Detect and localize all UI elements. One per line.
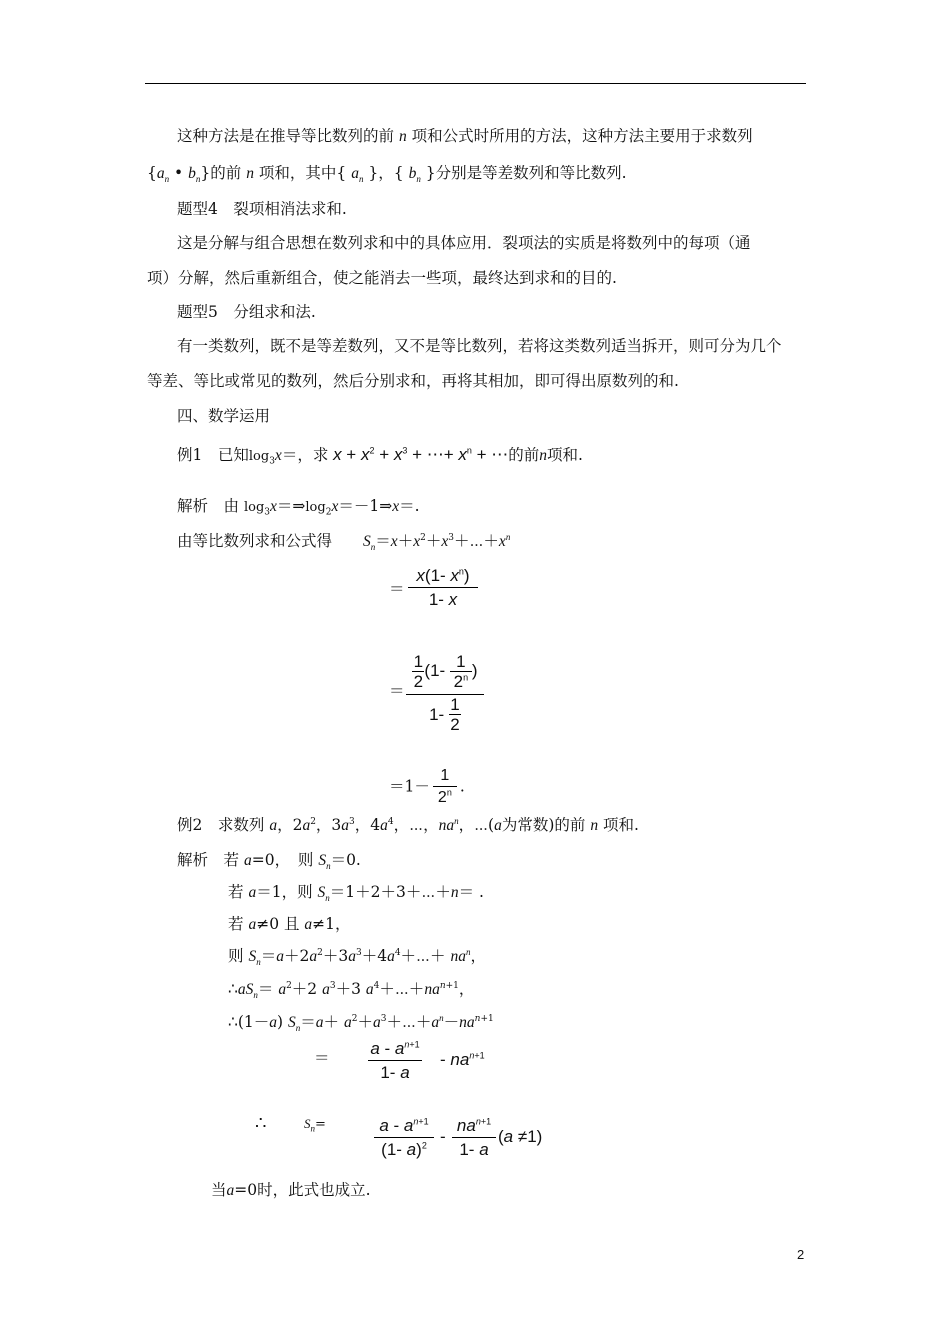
fraction-final-2: $na^{n+1}$ 1- a	[452, 1115, 496, 1162]
minus-term: - $na^{n+1}$	[440, 1050, 485, 1069]
fraction-step-1: x(1- $x^n$) 1- x	[408, 565, 478, 612]
paragraph-method: 这种方法是在推导等比数列的前 n 项和公式时所用的方法，这种方法主要用于求数列	[177, 127, 753, 145]
header-rule	[145, 83, 806, 84]
minus-sign: -	[440, 1127, 446, 1146]
fraction-step-2: 1 2(1- 1 2$^n$ ) 1- 1 2	[406, 648, 484, 735]
solution-2-case-1: 若 a＝1，则 $S_n=1+2+3+\cdots+n=$ .	[228, 883, 484, 904]
solution-2-sum: 则 $S_n=a+2a^2+3a^3+4a^4+\cdots+ na^n$，	[228, 946, 486, 968]
heading-type-4: 题型4 裂项相消法求和.	[177, 200, 347, 218]
therefore-symbol: ∴	[255, 1113, 267, 1134]
fraction-step-3: a - $a^{n+1}$ 1- a	[368, 1038, 422, 1085]
solution-2-case-0: 解析 若 a=0， 则 $S_n=0$.	[177, 851, 361, 872]
paragraph-group-cont: 等差、等比或常见的数列，然后分别求和，再将其相加，即可得出原数列的和.	[147, 372, 679, 390]
solution-1-formula: 由等比数列求和公式得 $S_n=x+x^2+x^3+\cdots+x^n$	[177, 531, 511, 553]
equals-sign: ＝	[389, 682, 405, 700]
section-heading: 四、数学运用	[177, 407, 271, 425]
paragraph-method-cont: {$a_n$ • $b_n$}的前 n 项和，其中{ $a_n$ }，{ $b_n$ }分别是等差数列和等比数列.	[147, 164, 627, 185]
solution-2-asum: $\therefore aS_n= a^2+2$ $a^3+3$ $a^4+\cdots+na^{n+1}$，	[228, 980, 475, 1001]
equals-sign: ＝	[389, 580, 405, 598]
paragraph-group: 有一类数列，既不是等差数列，又不是等比数列，若将这类数列适当拆开，则可分为几个	[177, 337, 782, 355]
sn-label: $S_n=$	[304, 1116, 326, 1134]
solution-2-case-other: 若 a≠0 且 a≠1，	[228, 915, 351, 933]
series-expression: $x + x^2 + x^3$ + ⋯+ $x^n$ + ⋯	[333, 445, 509, 464]
paragraph-split-cont: 项）分解，然后重新组合，使之能消去一些项，最终达到求和的目的.	[147, 269, 617, 287]
solution-1: 解析 由 $\log_3x=\Rightarrow\log_2x=-1\Rightarrow x=$.	[177, 497, 420, 518]
final-remark: 当a=0时，此式也成立.	[211, 1181, 371, 1199]
paragraph-split: 这是分解与组合思想在数列求和中的具体应用．裂项法的实质是将数列中的每项（通	[177, 234, 751, 252]
solution-2-diff: ∴(1－a) $S_n=a+$ $a^2+a^3+\cdots+a^n-na^{n+1}$	[228, 1012, 494, 1034]
equals-sign: ＝	[314, 1049, 330, 1067]
example-1: 例1 已知$\log_3x=$，求 $x + x^2 + x^3$ + ⋯+ $x^n$ + ⋯的前n项和.	[177, 445, 583, 467]
page-number: 2	[797, 1247, 805, 1262]
condition-a-not-1: (a ≠1)	[498, 1127, 543, 1146]
heading-type-5: 题型5 分组求和法.	[177, 303, 316, 321]
fraction-final-1: a - $a^{n+1}$ (1- a)$^2$	[374, 1115, 434, 1162]
example-2: 例2 求数列 a，$2a^2$，$3a^3$，$4a^4$，⋯，$na^n$，⋯(a为常数)的前 n 项和.	[177, 815, 639, 834]
result-1: ＝1－1 2$^n$ .	[389, 766, 465, 809]
